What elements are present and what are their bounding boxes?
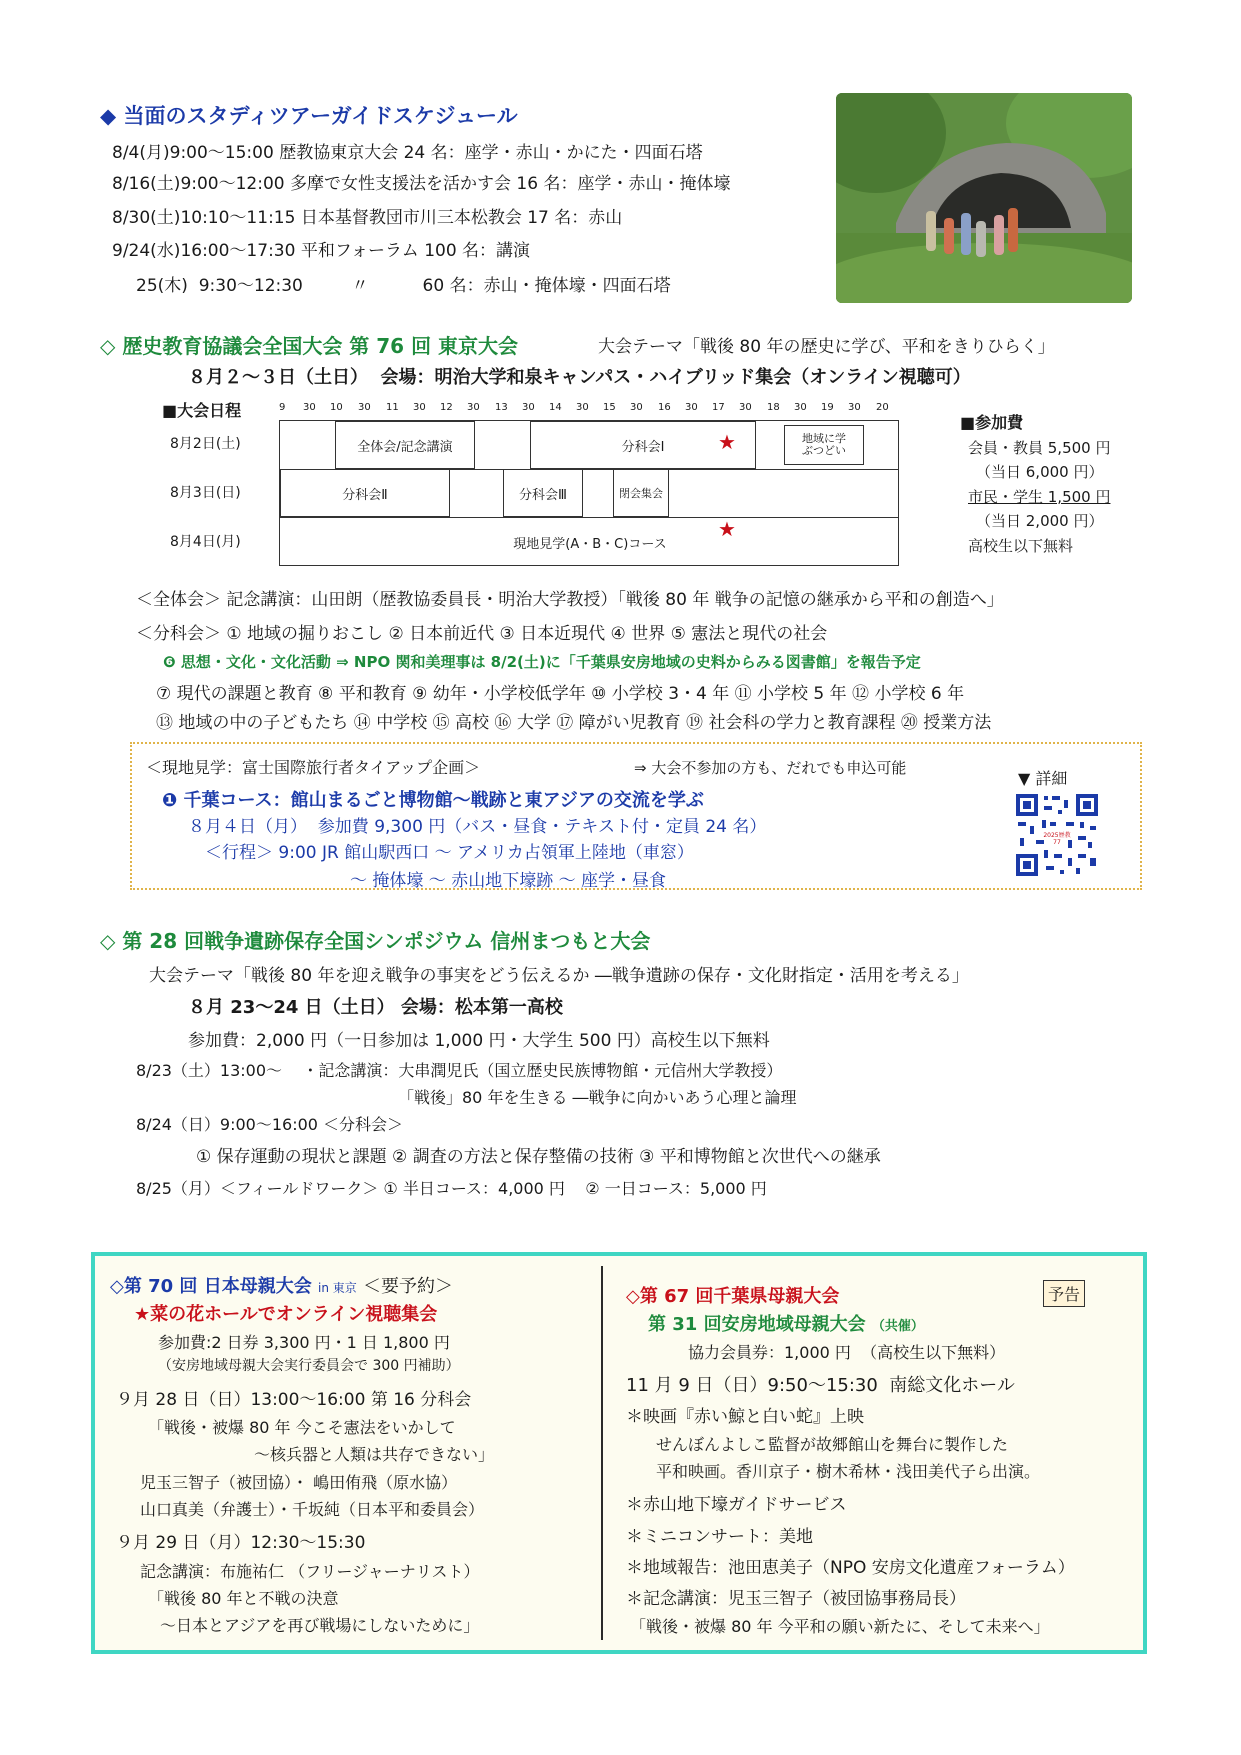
hahaoya-title: ◇第 70 回 日本母親大会 in 東京 ＜要予約＞ [110,1276,454,1297]
tour-date-fee: ８月４日（月） 参加費 9,300 円（バス・昼食・テキスト付・定員 24 名） [188,817,767,837]
hour-label: 30 [467,402,480,413]
hahaoya-day29: ９月 29 日（月）12:30～15:30 [116,1533,366,1553]
rekkyokyo-title: ◇ 歴史教育協議会全国大会 第 76 回 東京大会 [100,334,519,358]
hour-label: 30 [358,402,371,413]
hour-label: 30 [739,402,752,413]
schedule-item: 8/30(土)10:10～11:15 日本基督教団市川三本松教会 17 名：赤山 [112,208,623,228]
hour-label: 10 [330,402,343,413]
tour-detail-label: ▼ 詳細 [1018,769,1068,788]
bunkakai-line: ⑦ 現代の課題と教育 ⑧ 平和教育 ⑨ 幼年・小学校低学年 ⑩ 小学校 3・4 年 ⑪ 小学校 5 年 ⑫ 小学校 6 年 [156,684,965,704]
hahaoya-day28-text: ～核兵器と人類は共存できない」 [254,1445,495,1464]
bunkakai-highlight: ❻ 思想・文化・文化活動 ⇒ NPO 関和美理事は 8/2(土)に「千葉県安房地域の史料からみる図書館」を報告予定 [163,653,921,671]
hahaoya-day29-text: ～日本とアジアを再び戦場にしないために」 [160,1616,480,1635]
hour-label: 30 [413,402,426,413]
hahaoya-day29-text: 「戦後 80 年と不戦の決意 [148,1589,339,1608]
hour-label: 18 [767,402,780,413]
symposium-day25: 8/25（月）＜フィールドワーク＞ ① 半日コース：4,000 円 ② 一日コース：5,000 円 [136,1179,767,1198]
hour-label: 12 [440,402,453,413]
chiba-report: ＊地域報告：池田恵美子（NPO 安房文化遺産フォーラム） [626,1558,1075,1578]
yokoku-badge: 予告 [1043,1280,1085,1307]
chiba-concert: ＊ミニコンサート：美地 [626,1527,813,1547]
chiba-date: 11 月 9 日（日）9:50～15:30 南総文化ホール [626,1375,1015,1396]
hour-label: 11 [386,402,399,413]
symposium-day24: 8/24（日）9:00～16:00 ＜分科会＞ [136,1115,404,1134]
symposium-date-venue: ８月 23～24 日（土日） 会場：松本第一高校 [188,997,563,1018]
diamond-icon: ◆ [100,104,117,128]
hour-label: 20 [876,402,889,413]
chiba-lecture-title: 「戦後・被爆 80 年 今平和の願い新たに、そして未来へ」 [630,1617,1050,1636]
hahaoya-day28-text: 「戦後・被爆 80 年 今こそ憲法をいかして [148,1418,456,1437]
bunker-photo [836,93,1132,303]
bunkakai-line: ＜分科会＞ ① 地域の掘りおこし ② 日本前近代 ③ 日本近現代 ④ 世界 ⑤ 憲法と現代の社会 [136,624,828,644]
chiba-fee: 協力会員券：1,000 円 （高校生以下無料） [688,1343,1006,1362]
hahaoya-subsidy: （安房地域母親大会実行委員会で 300 円補助） [158,1358,460,1374]
schedule-item: 8/16(土)9:00～12:00 多摩で女性支援法を活かす会 16 名：座学・赤山・掩体壕 [112,174,731,194]
qr-caption: 2025歴教77 [1043,832,1071,846]
chiba-movie-desc: せんぼんよしこ監督が故郷館山を舞台に製作した [656,1435,1009,1454]
schedule-item: 9/24(水)16:00～17:30 平和フォーラム 100 名：講演 [112,241,531,261]
fee-line: （当日 2,000 円） [976,512,1104,530]
chiba-subtitle: 第 31 回安房地域母親大会 （共催） [648,1314,924,1335]
fee-line: 高校生以下無料 [968,537,1074,555]
hour-label: 14 [549,402,562,413]
block-zentai: 全体会/記念講演 [335,421,475,469]
hahaoya-day28: ９月 28 日（日）13:00～16:00 第 16 分科会 [116,1390,472,1410]
chiba-title: ◇第 67 回千葉県母親大会 [626,1286,840,1307]
block-bunka3: 分科会Ⅲ [503,469,583,517]
hahaoya-online: ★菜の花ホールでオンライン視聴集会 [134,1304,438,1325]
block-bunka2: 分科会Ⅱ [280,469,450,517]
star-icon: ★ [718,430,736,454]
hour-label: 30 [794,402,807,413]
star-icon: ★ [718,517,736,541]
symposium-theme: 大会テーマ「戦後 80 年を迎え戦争の事実をどう伝えるか ―戦争遺跡の保存・文化財指定・活用を考える」 [149,966,969,986]
fee-line: 会員・教員 5,500 円 [968,439,1111,457]
fee-heading: ■参加費 [960,413,1024,432]
symposium-title: ◇ 第 28 回戦争遺跡保存全国シンポジウム 信州まつもと大会 [100,929,651,953]
hahaoya-fee: 参加費:2 日券 3,300 円・1 日 1,800 円 [158,1333,450,1352]
rekkyokyo-theme: 大会テーマ「戦後 80 年の歴史に学び、平和をきりひらく」 [598,337,1055,357]
zentaikai-line: ＜全体会＞ 記念講演：山田朗（歴教協委員長・明治大学教授）「戦後 80 年 戦争の記憶の継承から平和の創造へ」 [136,590,1004,610]
schedule-item: 8/4(月)9:00～15:00 歴教協東京大会 24 名：座学・赤山・かにた・四面石塔 [112,143,703,163]
column-divider [601,1266,603,1640]
tour-note: ⇒ 大会不参加の方も、だれでも申込可能 [634,759,907,777]
chiba-movie: ＊映画『赤い鯨と白い蛇』上映 [626,1407,864,1427]
hour-label: 30 [522,402,535,413]
qr-code[interactable] [1014,792,1100,878]
tour-itinerary: ＜行程＞ 9:00 JR 館山駅西口 ～ アメリカ占領軍上陸地（車窓） [205,843,694,863]
symposium-fee: 参加費：2,000 円（一日参加は 1,000 円・大学生 500 円）高校生以下無料 [188,1031,770,1051]
hahaoya-day28-speakers: 児玉三智子（被団協）・ 嶋田侑飛（原水協） [140,1473,458,1492]
block-bunka1: 分科会Ⅰ [530,421,756,469]
hour-label: 19 [821,402,834,413]
hour-label: 30 [576,402,589,413]
hour-label: 30 [630,402,643,413]
hour-label: 13 [495,402,508,413]
timetable-grid [279,420,899,566]
fee-line: （当日 6,000 円） [976,463,1104,481]
day-label: 8月3日(日) [170,485,241,501]
day-label: 8月4日(月) [170,534,241,550]
block-heikai: 閉会集会 [613,469,669,517]
schedule-item: 25(木) 9:30～12:30 〃 60 名：赤山・掩体壕・四面石塔 [136,276,671,296]
hahaoya-day28-speakers: 山口真美（弁護士）・千坂純（日本平和委員会） [140,1500,485,1519]
hour-label: 15 [603,402,616,413]
chiba-lecture: ＊記念講演：児玉三智子（被団協事務局長） [626,1589,966,1609]
chiba-movie-desc: 平和映画。香川京子・樹木希林・浅田美代子ら出演。 [656,1462,1041,1481]
tour-heading: ＜現地見学：富士国際旅行者タイアップ企画＞ [146,758,481,777]
day-label: 8月2日(土) [170,436,241,452]
tour-course: ❶ 千葉コース：館山まるごと博物館～戦跡と東アジアの交流を学ぶ [162,790,704,811]
fee-line: 市民・学生 1,500 円 [968,488,1111,506]
block-genchi: 現地見学(A・B・C)コース [513,536,667,552]
symposium-day23: 8/23（土）13:00～ ・記念講演：大串潤児氏（国立歴史民族博物館・元信州大学教授） [136,1061,783,1080]
symposium-day23-lecture: 「戦後」80 年を生きる ―戦争に向かいあう心理と論理 [398,1088,797,1107]
rekkyokyo-date-venue: ８月２～３日（土日） 会場：明治大学和泉キャンパス・ハイブリッド集会（オンライン視聴可） [188,367,971,388]
hour-label: 30 [685,402,698,413]
hour-label: 17 [712,402,725,413]
hahaoya-day29-lecture: 記念講演：布施祐仁 （フリージャーナリスト） [140,1562,480,1581]
block-chiiki: 地域に学ぶつどい [784,425,864,465]
tour-itinerary: ～ 掩体壕 ～ 赤山地下壕跡 ～ 座学・昼食 [350,871,667,891]
symposium-day24-sessions: ① 保存運動の現状と課題 ② 調査の方法と保存整備の技術 ③ 平和博物館と次世代への継承 [196,1147,881,1167]
hour-label: 9 [279,402,286,413]
hour-label: 16 [658,402,671,413]
schedule-title: ◆ 当面のスタディツアーガイドスケジュール [100,104,518,128]
hour-label: 30 [848,402,861,413]
bunkakai-line: ⑬ 地域の中の子どもたち ⑭ 中学校 ⑮ 高校 ⑯ 大学 ⑰ 障がい児教育 ⑲ 社会科の学力と教育課程 ⑳ 授業方法 [156,713,992,733]
hour-label: 30 [303,402,316,413]
chiba-guide: ＊赤山地下壕ガイドサービス [626,1495,847,1515]
timetable-heading: ■大会日程 [162,401,242,420]
